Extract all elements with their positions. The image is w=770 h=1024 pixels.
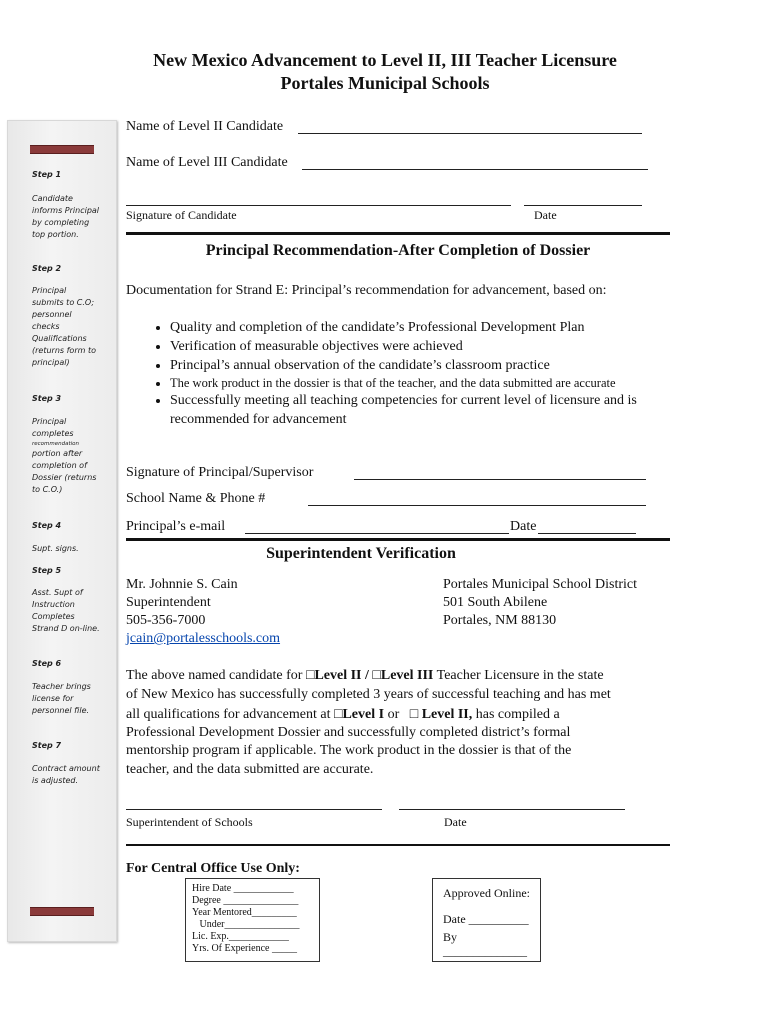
candidate-date-field[interactable] [524, 205, 642, 206]
verification-line3 [126, 707, 560, 723]
text-run: all qualifications for advancement at [126, 707, 334, 722]
step-7-text: Contract amount is adjusted. [32, 764, 100, 785]
central-office-records-box [185, 878, 320, 962]
approved-online-box [432, 878, 541, 962]
text-run: The above named candidate for [126, 668, 306, 683]
sidebar-top-bar [30, 145, 94, 154]
candidate-signature-label: Signature of Candidate [126, 208, 237, 222]
step-2-label: Step 2 [32, 264, 62, 273]
approved-date-field[interactable]: Date __________ [443, 912, 529, 926]
section-divider [126, 844, 670, 846]
years-experience-field[interactable]: Yrs. Of Experience _____ [192, 943, 297, 954]
step-6-label: Step 6 [32, 659, 62, 668]
central-office-heading: For Central Office Use Only: [126, 861, 300, 876]
criteria-item: • Verification of measurable objectives were achieved [170, 337, 670, 356]
step-1-text: Candidate informs Principal by completing top portion. [32, 194, 100, 239]
supt-phone: 505-356-7000 [126, 613, 206, 628]
text-run: Teacher Licensure in the state [433, 668, 604, 683]
candidate-date-label: Date [534, 208, 557, 222]
district-name: Portales Municipal School District [443, 577, 638, 592]
step-3-text [32, 416, 100, 496]
section-divider [126, 232, 670, 235]
level2-candidate-field[interactable] [298, 133, 642, 134]
page-title: New Mexico Advancement to Level II, III Teacher Licensure [153, 50, 617, 70]
supt-email-link[interactable]: jcain@portalesschools.com [126, 631, 281, 646]
level2b-checkbox[interactable]: □ [409, 707, 419, 722]
candidate-signature-field[interactable] [126, 205, 511, 206]
principal-email-label: Principal’s e-mail [126, 519, 226, 534]
superintendent-heading: Superintendent Verification [266, 545, 456, 562]
district-address-line1: 501 South Abilene [443, 595, 548, 610]
principal-date-field[interactable] [538, 533, 636, 534]
mentor-under-field[interactable]: Under_______________ [192, 919, 300, 930]
district-address-line2: Portales, NM 88130 [443, 613, 557, 628]
verification-line2: of New Mexico has successfully completed 3 years of successful teaching and has met [126, 687, 611, 702]
school-phone-field[interactable] [308, 505, 646, 506]
step-4-label: Step 4 [32, 521, 62, 530]
step-6-text: Teacher brings license for personnel file. [32, 682, 91, 715]
school-phone-label: School Name & Phone # [126, 491, 266, 506]
license-expiration-field[interactable]: Lic. Exp.____________ [192, 931, 289, 942]
degree-field[interactable]: Degree _______________ [192, 895, 299, 906]
principal-signature-field[interactable] [354, 479, 646, 480]
step-3-text-small: recommendation [32, 441, 80, 447]
verification-line6: teacher, and the data submitted are accurate. [126, 762, 374, 777]
level3-checkbox[interactable]: □ [372, 668, 381, 683]
superintendent-date-field[interactable] [399, 809, 625, 810]
superintendent-signature-label: Superintendent of Schools [126, 815, 253, 829]
hire-date-field[interactable]: Hire Date ____________ [192, 883, 294, 894]
sidebar-bottom-bar [30, 907, 94, 916]
criteria-list [148, 318, 670, 429]
page-subtitle: Portales Municipal Schools [280, 73, 490, 93]
superintendent-signature-field[interactable] [126, 809, 382, 810]
verification-line1 [126, 668, 604, 684]
level3-option: Level III [380, 668, 434, 683]
section-divider [126, 538, 670, 541]
step-5-text: Asst. Supt of Instruction Completes Strand D on-line. [32, 588, 100, 633]
step-3-text-b: portion after completion of Dossier (returns to C.O.) [32, 449, 97, 494]
step-5-label: Step 5 [32, 566, 62, 575]
criteria-item: • Successfully meeting all teaching competencies for current level of licensure and is recommended for advancement [170, 391, 670, 429]
step-3-text-a: Principal completes [32, 417, 74, 438]
verification-line5: mentorship program if applicable. The work product in the dossier is that of the [126, 743, 572, 758]
criteria-item: • Principal’s annual observation of the candidate’s classroom practice [170, 356, 670, 375]
level2-option: Level II / [314, 668, 373, 683]
approved-by-field[interactable]: By ______________ [443, 930, 527, 958]
step-2-text: Principal submits to C.O; personnel checks Qualifications (returns form to principal) [32, 286, 96, 367]
principal-heading: Principal Recommendation-After Completion of Dossier [205, 242, 591, 259]
step-7-label: Step 7 [32, 741, 62, 750]
principal-date-label: Date [510, 519, 537, 534]
step-3-label: Step 3 [32, 394, 62, 403]
superintendent-date-label: Date [444, 815, 467, 829]
supt-name: Mr. Johnnie S. Cain [126, 577, 238, 592]
level2-checkbox[interactable]: □ [305, 668, 315, 683]
level2b-option: Level II, [418, 707, 473, 722]
level2-candidate-label: Name of Level II Candidate [126, 119, 284, 134]
principal-signature-label: Signature of Principal/Supervisor [126, 465, 314, 480]
level1-checkbox[interactable]: □ [333, 707, 343, 722]
supt-title: Superintendent [126, 595, 211, 610]
principal-intro: Documentation for Strand E: Principal’s recommendation for advancement, based on: [126, 283, 607, 298]
step-1-label: Step 1 [32, 170, 62, 179]
approved-online-label: Approved Online: [443, 886, 530, 900]
text-run: has compiled a [472, 707, 560, 722]
text-run: or [384, 707, 410, 722]
level1-option: Level I [342, 707, 385, 722]
year-mentored-field[interactable]: Year Mentored_________ [192, 907, 297, 918]
step-4-text: Supt. signs. [32, 544, 79, 553]
principal-email-field[interactable] [245, 533, 509, 534]
level3-candidate-field[interactable] [302, 169, 648, 170]
criteria-item: • The work product in the dossier is that of the teacher, and the data submitted are accurate [170, 375, 670, 391]
criteria-item: • Quality and completion of the candidate’s Professional Development Plan [170, 318, 670, 337]
steps-sidebar [7, 120, 117, 942]
verification-line4: Professional Development Dossier and successfully completed district’s formal [126, 725, 571, 740]
level3-candidate-label: Name of Level III Candidate [126, 155, 288, 170]
